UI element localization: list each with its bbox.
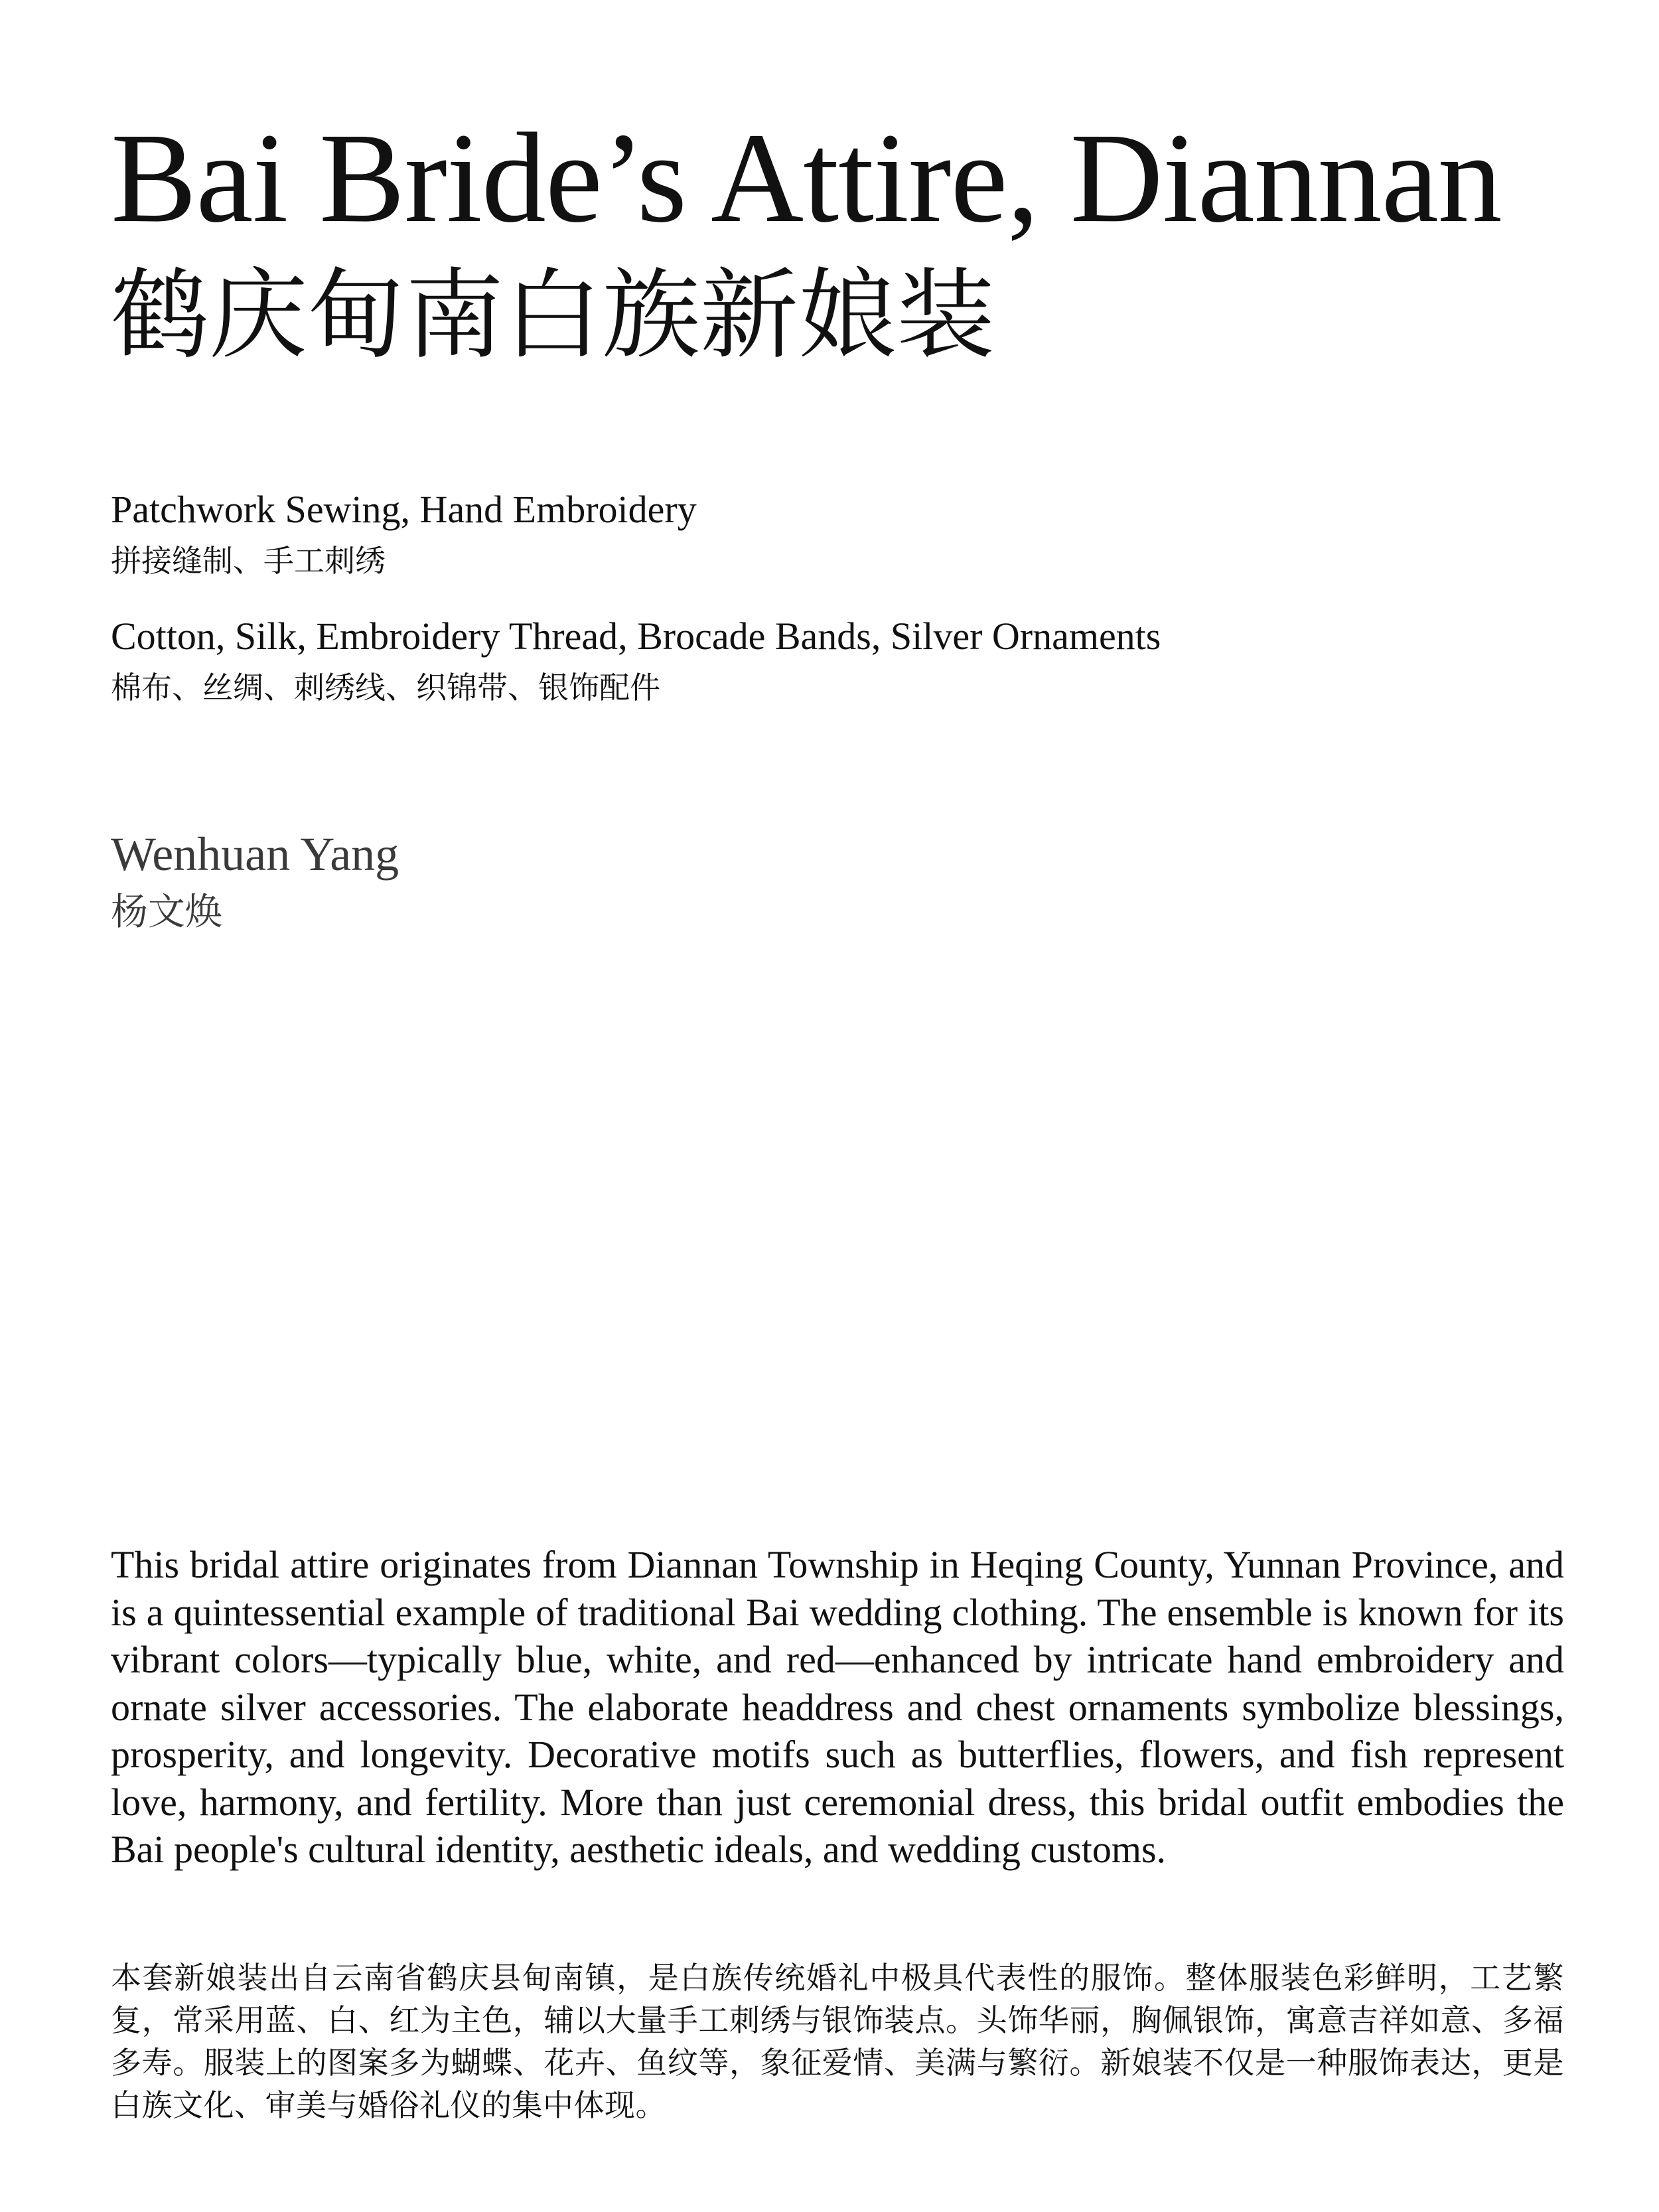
description-english: This bridal attire originates from Diannan Township in Heqing County, Yunnan Province, and is a quintessential example of traditional Bai wedding clothing. The ensemble is known for its vibrant colors—typically blue, white, and red—enhanced by intricate hand embroidery and ornate silver accessories. The elaborate headdress and chest ornaments symbolize blessings, prosperity, and longevity. Decorative motifs such as butterflies, flowers, and fish represent love, harmony, and fertility. More than just ceremonial dress, this bridal outfit embodies the Bai people's cultural identity, aesthetic ideals, and wedding customs. <box>111 1543 1564 1871</box>
title-chinese: 鹤庆甸南白族新娘装 <box>111 258 995 372</box>
technique-english: Patchwork Sewing, Hand Embroidery <box>111 488 697 531</box>
title-english: Bai Bride’s Attire, Diannan <box>111 106 1502 249</box>
materials-chinese: 棉布、丝绸、刺绣线、织锦带、银饰配件 <box>111 670 660 705</box>
materials-english: Cotton, Silk, Embroidery Thread, Brocade Bands, Silver Ornaments <box>111 615 1161 658</box>
technique-chinese: 拼接缝制、手工刺绣 <box>111 543 386 579</box>
artist-name-chinese: 杨文焕 <box>111 891 222 934</box>
description-chinese: 本套新娘装出自云南省鹤庆县甸南镇，是白族传统婚礼中极具代表性的服饰。整体服装色彩鲜明，工艺繁复，常采用蓝、白、红为主色，辅以大量手工刺绣与银饰装点。头饰华丽，胸佩银饰，寓意吉祥如意、多福多寿。服装上的图案多为蝴蝶、花卉、鱼纹等，象征爱情、美满与繁衍。新娘装不仅是一种服饰表达，更是白族文化、审美与婚俗礼仪的集中体现。 <box>111 1960 1564 2123</box>
artist-name-english: Wenhuan Yang <box>111 828 399 881</box>
